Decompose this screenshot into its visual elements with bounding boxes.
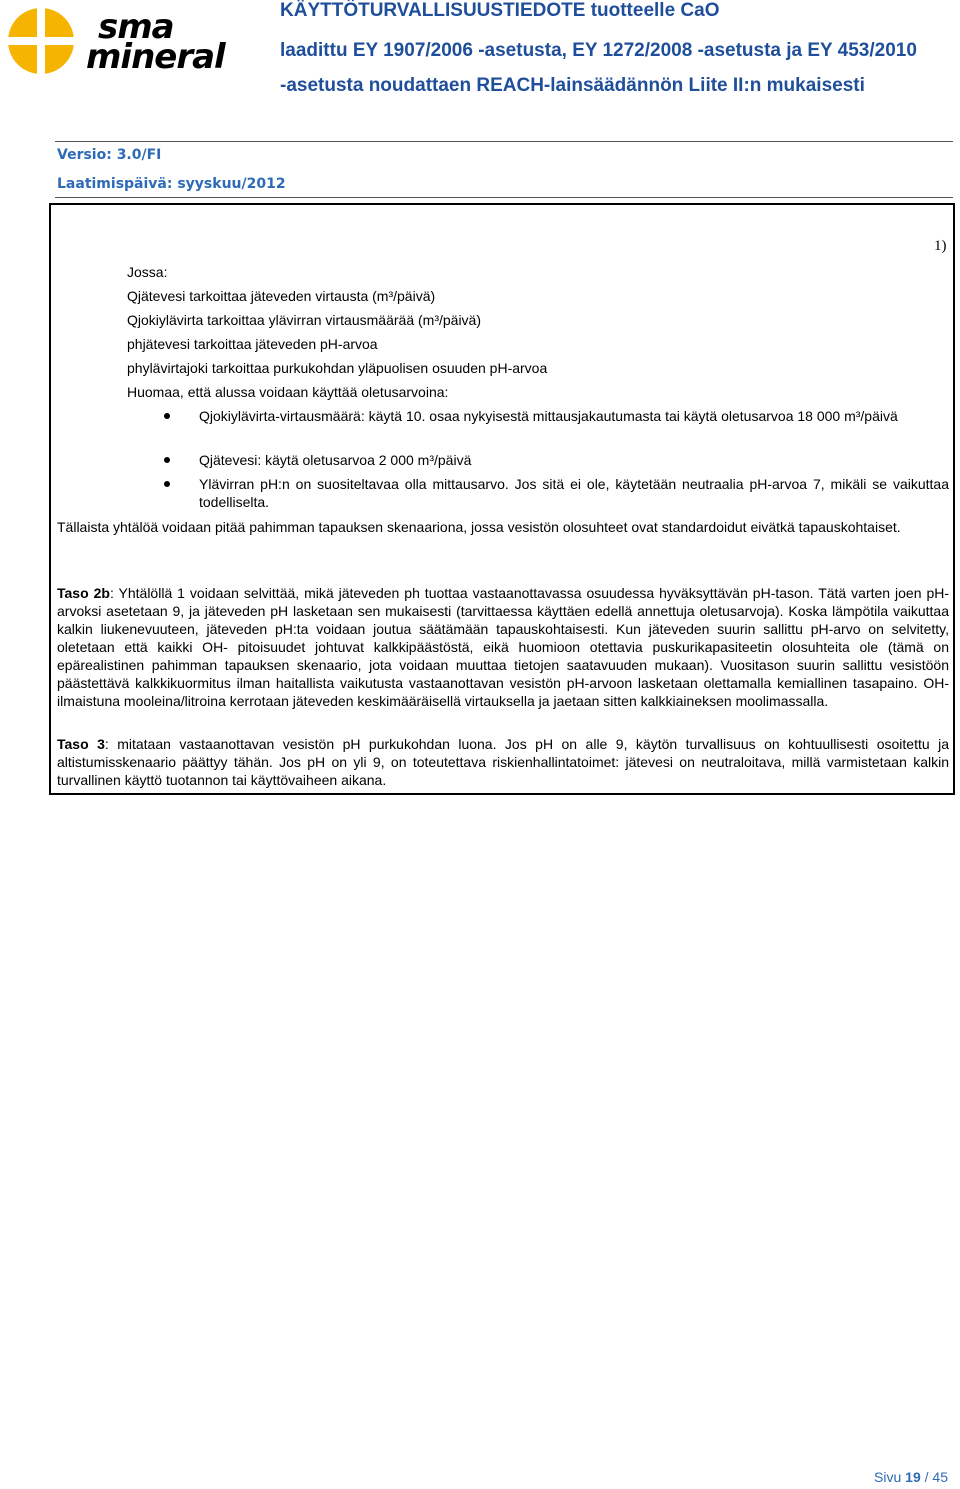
definition-item: Qjätevesi tarkoittaa jäteveden virtausta (m³/päivä) [127,288,436,304]
bullet-dot [164,413,170,419]
taso-3-label: Taso 3 [57,736,105,752]
sun-logo-icon [6,6,76,76]
date-label: Laatimispäivä: syyskuu/2012 [57,176,286,192]
definition-item: phjätevesi tarkoittaa jäteveden pH-arvoa [127,336,378,352]
document-title: KÄYTTÖTURVALLISUUSTIEDOTE tuotteelle CaO [280,0,720,21]
page-number [874,1469,948,1485]
page-current: 19 [905,1469,921,1485]
logo-wordmark [86,7,225,77]
taso-2b-paragraph [57,584,949,710]
definition-item: Qjokiylävirta tarkoittaa ylävirran virtausmäärää (m³/päivä) [127,312,481,328]
company-logo [6,6,262,78]
page-prefix: Sivu [874,1469,906,1485]
page-total: 45 [932,1469,948,1485]
taso-2b-label: Taso 2b [57,585,110,601]
bullet-item: Ylävirran pH:n on suositeltavaa olla mittausarvo. Jos sitä ei ole, käytetään neutraalia pH-arvoa 7, mikäli se vaikuttaa todelliselta. [199,476,949,510]
logo-line-1: sma [98,7,174,47]
default-values-note: Huomaa, että alussa voidaan käyttää oletusarvoina: [127,384,449,400]
document-subtitle-2: -asetusta noudattaen REACH-lainsäädännön Liite II:n mukaisesti [280,75,865,96]
footnote-marker: 1) [934,238,947,254]
meta-divider [55,197,953,198]
definition-item: phylävirtajoki tarkoittaa purkukohdan yläpuolisen osuuden pH-arvoa [127,360,548,376]
logo-line-2: mineral [86,37,225,77]
bullet-dot [164,457,170,463]
bullet-item: Qjätevesi: käytä oletusarvoa 2 000 m³/päivä [199,452,472,468]
bullet-dot [164,481,170,487]
page-separator: / [920,1469,933,1485]
taso-3-paragraph [57,735,949,789]
taso-3-text: : mitataan vastaanottavan vesistön pH purkukohdan luona. Jos pH on alle 9, käytön turvallisuus on kohtuullisesti osoitettu ja altistumisskenaario päättyy tähän. Jos pH on yli 9, on toteutettava riskienhallintatoimet: jätevesi on neutraloitava, millä varmistetaan kalkin turvallinen käyttö tuotannon tai käyttövaiheen aikana. [57,736,949,788]
definition-intro: Jossa: [127,264,168,280]
taso-2b-text: : Yhtälöllä 1 voidaan selvittää, mikä jäteveden ph tuottaa vastaanottavassa osuudessa hyväksyttävän pH-tason. Tätä varten joen pH-arvoksi asetetaan 9, ja jäteveden pH lasketaan sen mukaisesti (tarvittaessa käyttäen edellä annettuja oletusarvoja). Koska lämpötila vaikuttaa kalkin liukenevuuteen, jäteveden pH:ta voidaan joutua säätämään tapauskohtaisesti. Kun jäteveden suurin sallittu pH-arvo on selvitetty, oletetaan että kaikki OH- pitoisuudet johtuvat kalkkipäästöstä, eikä huomioon otettavia puskurikapasiteetin olosuhteita ole (tämä on epärealistinen pahimman tapauksen skenaario, jota voidaan muuttaa tietojen saatavuuden mukaan). Vuositason suurin sallittu vesistöön päästettävä kalkkikuormitus ilman haitallista vaikutusta vastaanottavan vesistön pH-arvoon lasketaan olettamalla kemiallinen tasapaino. OH- ilmaistuna mooleina/litroina kerrotaan jäteveden keskimääräisellä virtauksella ja jaetaan sitten kalkkiaineksen moolimassalla. [57,585,949,709]
version-label: Versio: 3.0/FI [57,147,162,163]
bullet-item: Qjokiylävirta-virtausmäärä: käytä 10. osaa nykyisestä mittausjakautumasta tai käytä oletusarvoa 18 000 m³/päivä [199,408,898,424]
header-divider [55,141,953,142]
equation-note-paragraph: Tällaista yhtälöä voidaan pitää pahimman tapauksen skenaariona, jossa vesistön olosuhteet ovat standardoidut eivätkä tapauskohtaiset. [57,519,901,535]
document-subtitle-1: laadittu EY 1907/2006 -asetusta, EY 1272/2008 -asetusta ja EY 453/2010 [280,40,917,61]
